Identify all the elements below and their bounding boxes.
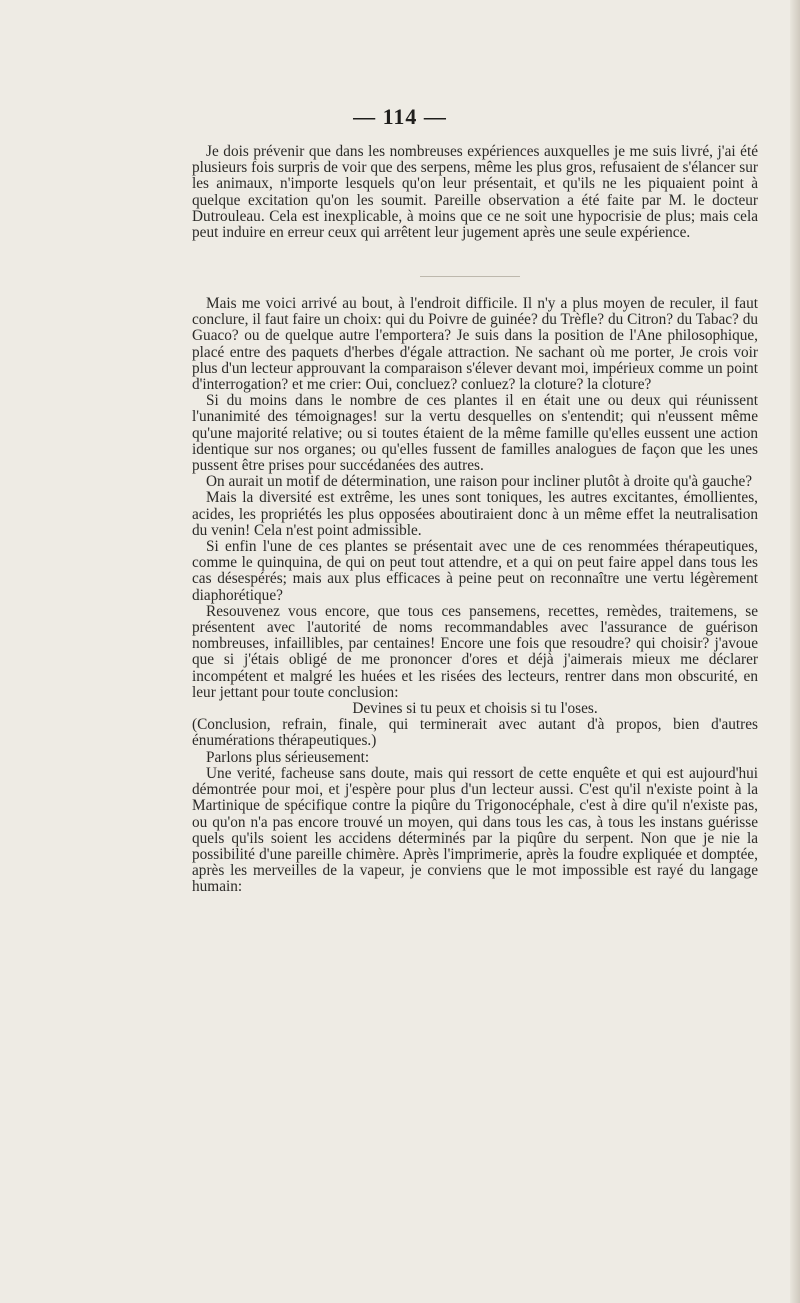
paragraph: Mais la diversité est extrême, les unes sont toniques, les autres excitantes, émollientes, acides, les propriétés les plus opposées aboutiraient donc à un même effet la neutralisation du venin! Cela n'est point admissible. (192, 489, 758, 539)
verse-line: Devines si tu peux et choisis si tu l'oses. (352, 700, 598, 718)
paragraph: Je dois prévenir que dans les nombreuses expériences auxquelles je me suis livré, j'ai été plusieurs fois surpris de voir que des serpens, même les plus gros, refusaient de s'élancer sur les animaux, n'importe lesquels qu'on leur présentait, et qu'ils ne les piquaient point à quelque excitation qu'on les soumit. Pareille observation a été faite par M. le docteur Dutrouleau. Cela est inexplicable, à moins que ce ne soit une hypocrisie de plus; mais cela peut induire en erreur ceux qui arrêtent leur jugement après une seule expérience. (192, 143, 758, 242)
text-section-intro (192, 144, 758, 241)
paragraph: Si enfin l'une de ces plantes se présentait avec une de ces renommées thérapeutiques, comme le quinquina, de qui on peut tout attendre, et a qui on peut faire appel dans tous les cas désespérés; mais aux plus efficaces à peine peut on reconnaître une vertu légèrement diaphorétique? (192, 538, 758, 604)
paragraph: Si du moins dans le nombre de ces plantes il en était une ou deux qui réunissent l'unanimité des témoignages! sur la vertu desquelles on s'entendit; qui n'eussent même qu'une majorité relative; ou si toutes étaient de la même famille qu'elles eussent une action identique sur nos organes; ou qu'elles fussent de familles analogues de façon que les unes pussent être prises pour succédanées des autres. (192, 392, 758, 475)
page-edge (790, 0, 800, 1303)
page-number: — 114 — (353, 104, 447, 129)
section-divider (420, 276, 520, 277)
paragraph: On aurait un motif de détermination, une raison pour incliner plutôt à droite qu'à gauche? (206, 473, 753, 491)
paragraph: Mais me voici arrivé au bout, à l'endroit difficile. Il n'y a plus moyen de reculer, il faut conclure, il faut faire un choix: qui du Poivre de guinée? du Trèfle? du Citron? du Tabac? du Guaco? ou de quelque autre l'emportera? Je suis dans la position de l'Ane philosophique, placé entre des paquets d'herbes d'égale attraction. Ne sachant où me porter, Je crois voir plus d'un lecteur approuvant la comparaison s'élever devant moi, impérieux comme un point d'interrogation? et me crier: Oui, concluez? conluez? la cloture? la cloture? (192, 295, 758, 394)
paragraph: Parlons plus sérieusement: (206, 748, 370, 766)
paragraph: (Conclusion, refrain, finale, qui terminerait avec autant d'à propos, bien d'autres énumérations thérapeutiques.) (192, 716, 758, 750)
paragraph: Une verité, facheuse sans doute, mais qui ressort de cette enquête et qui est aujourd'hui démontrée pour moi, et j'espère pour plus d'un lecteur aussi. C'est qu'il n'existe point à la Martinique de spécifique contre la piqûre du Trigonocéphale, c'est à dire qu'il n'existe pas, ou qu'on n'a pas encore trouvé un moyen, qui dans tous les cas, à tous les instans guérisse quels qu'ils soient les accidens déterminés par la piqûre du serpent. Non que je nie la possibilité d'une pareille chimère. Après l'imprimerie, après la foudre expliquée et domptée, après les merveilles de la vapeur, je conviens que le mot impossible est rayé du langage humain: (192, 764, 758, 896)
text-section-main (192, 296, 758, 896)
paragraph: Resouvenez vous encore, que tous ces pansemens, recettes, remèdes, traitemens, se présentent avec l'autorité de noms recommandables avec l'assurance de guérison nombreuses, infaillibles, par centaines! Encore une fois que resoudre? qui choisir? j'avoue que si j'étais obligé de me prononcer d'ores et déjà j'aimerais mieux me déclarer incompétent et malgré les huées et les risées des lecteurs, rentrer dans mon obscurité, en leur jettant pour toute conclusion: (192, 602, 758, 701)
